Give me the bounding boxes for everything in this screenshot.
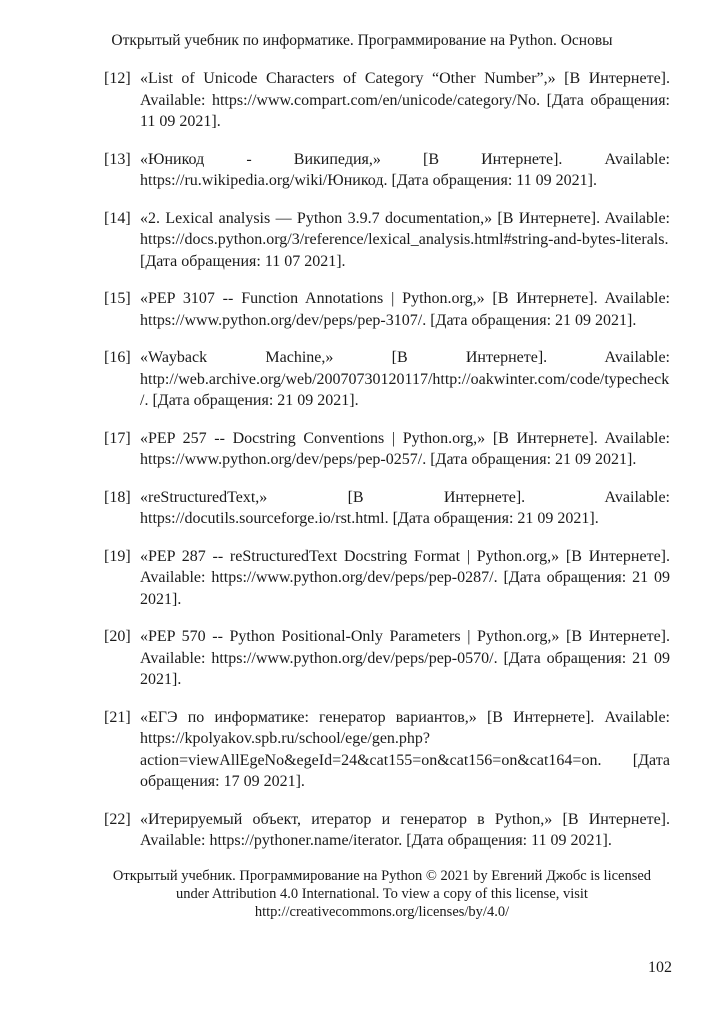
- reference-item: [104, 487, 670, 530]
- reference-item: [104, 546, 670, 611]
- reference-item: [104, 288, 670, 331]
- reference-number: [21]: [104, 708, 131, 726]
- reference-text: «PEP 570 -- Python Positional-Only Parameters | Python.org,» [В Интернете]. Available: https://www.python.org/dev/peps/pep-0570/. [Дата обращения: 21 09 2021].: [140, 628, 670, 688]
- reference-item: [104, 809, 670, 852]
- reference-number: [18]: [104, 488, 131, 506]
- reference-text: «PEP 287 -- reStructuredText Docstring Format | Python.org,» [В Интернете]. Available: https://www.python.org/dev/peps/pep-0287/. [Дата обращения: 21 09 2021].: [140, 547, 670, 608]
- reference-text: «ЕГЭ по информатике: генератор вариантов,» [В Интернете]. Available: https://kpolyakov.spb.ru/school/ege/gen.php?action=viewAllEgeNo&egeId=24&cat155=on&cat156=on&cat164=on. [Дата обращения: 17 09 2021].: [140, 708, 670, 790]
- reference-text: «List of Unicode Characters of Category “Other Number”,» [В Интернете]. Available: https://www.compart.com/en/unicode/category/No. [Дата обращения: 11 09 2021].: [140, 70, 670, 130]
- reference-text: «2. Lexical analysis — Python 3.9.7 documentation,» [В Интернете]. Available: https://docs.python.org/3/reference/lexical_analysis.html#string-and-bytes-literals. [Дата обращения: 11 07 2021].: [140, 209, 670, 270]
- reference-number: [17]: [104, 429, 131, 447]
- reference-number: [19]: [104, 547, 131, 565]
- reference-item: [104, 347, 670, 412]
- reference-item: [104, 428, 670, 471]
- reference-number: [15]: [104, 290, 131, 307]
- reference-text: «PEP 257 -- Docstring Conventions | Python.org,» [В Интернете]. Available: https://www.python.org/dev/peps/pep-0257/. [Дата обращения: 21 09 2021].: [140, 429, 670, 468]
- reference-text: «Wayback Machine,» [В Интернете]. Available: http://web.archive.org/web/20070730120117/http://oakwinter.com/code/typecheck/. [Дата обращения: 21 09 2021].: [140, 349, 670, 409]
- reference-number: [13]: [104, 150, 131, 168]
- reference-item: [104, 68, 670, 133]
- page-number: 102: [648, 959, 672, 976]
- reference-number: [16]: [104, 349, 131, 366]
- reference-text: «PEP 3107 -- Function Annotations | Python.org,» [В Интернете]. Available: https://www.python.org/dev/peps/pep-3107/. [Дата обращения: 21 09 2021].: [140, 290, 670, 329]
- footer-line: Открытый учебник. Программирование на Python © 2021 by Евгений Джобс is licensed: [112, 868, 652, 884]
- reference-number: [14]: [104, 209, 131, 227]
- reference-item: [104, 707, 670, 793]
- reference-number: [12]: [104, 70, 131, 87]
- reference-item: [104, 208, 670, 273]
- reference-number: [22]: [104, 810, 131, 828]
- reference-text: «Юникод - Википедия,» [В Интернете]. Available: https://ru.wikipedia.org/wiki/Юникод. [Дата обращения: 11 09 2021].: [140, 150, 670, 189]
- license-footer: [90, 867, 674, 921]
- reference-item: [104, 149, 670, 192]
- running-header: [0, 32, 724, 50]
- reference-list: [104, 68, 670, 868]
- reference-text: «reStructuredText,» [В Интернете]. Available: https://docutils.sourceforge.io/rst.html. [Дата обращения: 21 09 2021].: [140, 488, 670, 527]
- header-title: Открытый учебник по информатике. Программирование на Python. Основы: [111, 32, 613, 49]
- footer-license-url: http://creativecommons.org/licenses/by/4.0/: [254, 904, 510, 920]
- reference-item: [104, 626, 670, 691]
- reference-text: «Итерируемый объект, итератор и генератор в Python,» [В Интернете]. Available: https://pythoner.name/iterator. [Дата обращения: 11 09 2021].: [140, 810, 670, 849]
- reference-number: [20]: [104, 628, 131, 645]
- footer-line: under Attribution 4.0 International. To view a copy of this license, visit: [176, 886, 588, 902]
